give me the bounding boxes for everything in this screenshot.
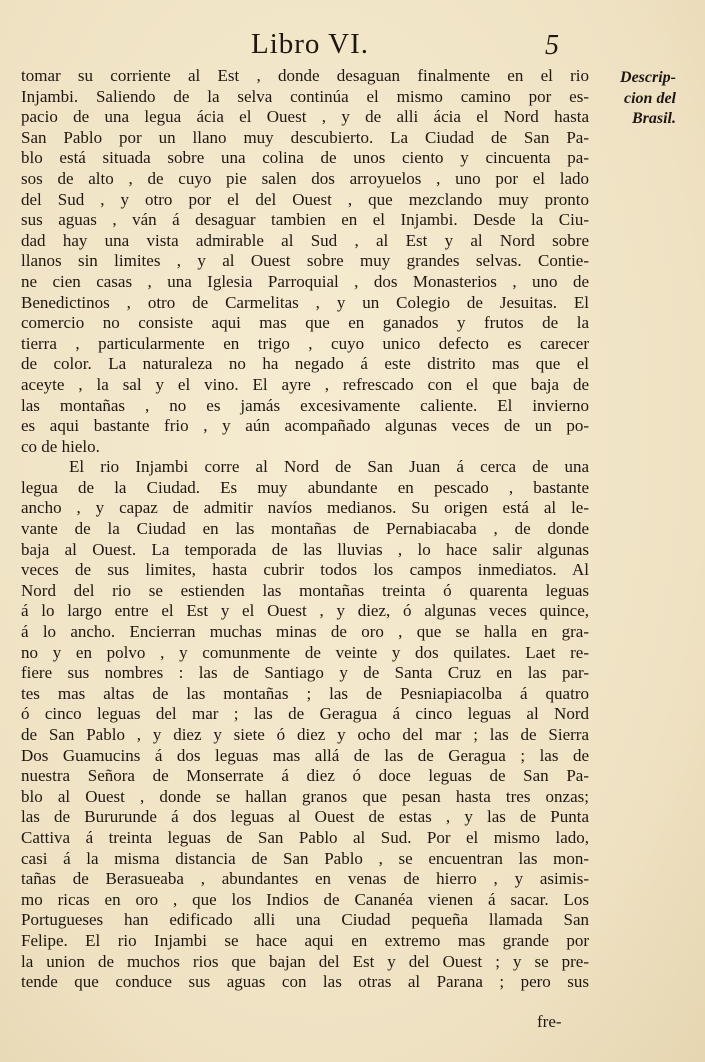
marginal-note-line: Brasil. <box>631 110 676 128</box>
text-line: fiere sus nombres : las de Santiago y de Santa Cruz en las par- <box>21 663 589 683</box>
text-line: legua de la Ciudad. Es muy abundante en pescado , bastante <box>21 477 589 497</box>
text-line: sus aguas , ván á desaguar tambien en el Injambi. Desde la Ciu- <box>21 210 589 230</box>
text-line: las montañas , no es jamás excesivamente caliente. El invierno <box>21 395 589 415</box>
text-line: ó cinco leguas del mar ; las de Geragua á cinco leguas al Nord <box>21 704 589 724</box>
body-text <box>21 66 589 993</box>
text-line: comercio no consiste aqui mas que en ganados y frutos de la <box>21 313 589 333</box>
text-line: casi á la misma distancia de San Pablo , se encuentran las mon- <box>21 848 589 868</box>
text-line: tierra , particularmente en trigo , cuyo unico defecto es carecer <box>21 333 589 353</box>
text-line: tes mas altas de las montañas ; las de Pesniapiacolba á quatro <box>21 683 589 703</box>
text-line: Benedictinos , otro de Carmelitas , y un Colegio de Jesuitas. El <box>21 292 589 312</box>
running-head: Libro VI. <box>250 28 369 60</box>
text-line: Felipe. El rio Injambi se hace aqui en extremo mas grande por <box>21 930 589 950</box>
text-line: llanos sin limites , y al Ouest sobre muy grandes selvas. Contie- <box>21 251 589 271</box>
text-line: tomar su corriente al Est , donde desaguan finalmente en el rio <box>21 66 589 85</box>
text-line: vante de la Ciudad en las montañas de Pernabiacaba , de donde <box>21 519 589 539</box>
text-line: blo al Ouest , donde se hallan granos que pesan hasta tres onzas; <box>21 786 589 806</box>
text-line: es aqui bastante frio , y aún acompañado algunas veces de un po- <box>21 416 589 436</box>
text-line: Nord del rio se estienden las montañas treinta ó quarenta leguas <box>21 580 589 600</box>
text-line: blo está situada sobre una colina de unos ciento y cincuenta pa- <box>21 148 589 168</box>
text-line: El rio Injambi corre al Nord de San Juan á cerca de una <box>69 457 589 477</box>
text-line: ancho , y capaz de admitir navíos medianos. Su origen está al le- <box>21 498 589 518</box>
text-line: Dos Guamucins á dos leguas mas allá de las de Geragua ; las de <box>21 745 589 765</box>
text-line: San Pablo por un llano muy descubierto. La Ciudad de San Pa- <box>21 127 589 147</box>
text-line: dad hay una vista admirable al Sud , al Est y al Nord sobre <box>21 230 589 250</box>
marginal-note <box>596 68 704 130</box>
marginal-note-line: cion del <box>624 89 676 107</box>
text-line: á lo ancho. Encierran muchas minas de oro , que se halla en gra- <box>21 622 589 642</box>
text-line: Injambi. Saliendo de la selva continúa el mismo camino por es- <box>21 86 589 106</box>
text-line: tañas de Berasueaba , abundantes en venas de hierro , y asimis- <box>21 869 589 889</box>
text-line: ne cien casas , una Iglesia Parroquial , dos Monasterios , uno de <box>21 271 589 291</box>
text-line: pacio de una legua ácia el Ouest , y de alli ácia el Nord hasta <box>21 107 589 127</box>
catchword: fre- <box>537 1012 562 1031</box>
text-line: á lo largo entre el Est y el Ouest , y diez, ó algunas veces quince, <box>21 601 589 621</box>
text-line: nuestra Señora de Monserrate á diez ó doce leguas de San Pa- <box>21 766 589 786</box>
text-line: las de Bururunde á dos leguas al Ouest de estas , y las de Punta <box>21 807 589 827</box>
text-line: Portugueses han edificado alli una Ciudad pequeña llamada San <box>21 910 589 930</box>
text-line: mo ricas en oro , que los Indios de Cananéa vienen á sacar. Los <box>21 889 589 909</box>
text-line: veces de sus limites, hasta cubrir todos los campos inmediatos. Al <box>21 560 589 580</box>
text-line: de color. La naturaleza no ha negado á este distrito mas que el <box>21 354 589 374</box>
text-line: no y en polvo , y comunmente de veinte y dos quilates. Laet re- <box>21 642 589 662</box>
text-line: sos de alto , de cuyo pie salen dos arroyuelos , uno por el lado <box>21 168 589 188</box>
text-line: aceyte , la sal y el vino. El ayre , refrescado con el que baja de <box>21 374 589 394</box>
text-line: tende que conduce sus aguas con las otras al Parana ; pero sus <box>21 972 589 992</box>
text-line: de San Pablo , y diez y siete ó diez y ocho del mar ; las de Sierra <box>21 725 589 744</box>
text-line: baja al Ouest. La temporada de las lluvias , lo hace salir algunas <box>21 539 589 559</box>
text-line: del Sud , y otro por el del Ouest , que mezclando muy pronto <box>21 189 589 209</box>
marginal-note-line: Descrip- <box>620 69 676 86</box>
text-line: Cattiva á treinta leguas de San Pablo al Sud. Por el mismo lado, <box>21 827 589 847</box>
text-line: co de hielo. <box>21 436 100 456</box>
page-number: 5 <box>545 30 559 61</box>
text-line: la union de muchos rios que bajan del Est y del Ouest ; y se pre- <box>21 951 589 971</box>
